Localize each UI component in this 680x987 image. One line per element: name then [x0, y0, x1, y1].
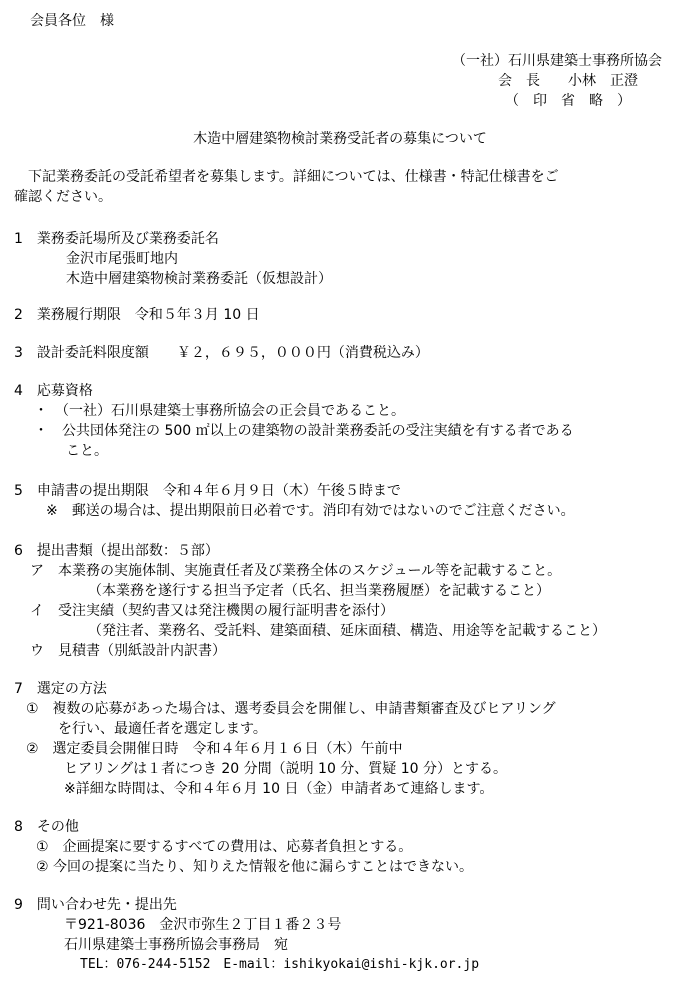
section-8-heading: 8 その他 — [14, 819, 79, 835]
intro-line-2: 確認ください。 — [14, 189, 112, 205]
section-7-item-1-cont: を行い、最適任者を選定します。 — [58, 721, 267, 737]
section-4-bullet-2-cont: こと。 — [66, 443, 108, 459]
contact-office: 石川県建築士事務所協会事務局 宛 — [64, 937, 288, 953]
section-6-heading: 6 提出書類（提出部数：５部） — [14, 543, 219, 559]
president-name: 会 長 小林 正澄 — [498, 73, 638, 89]
section-4-heading: 4 応募資格 — [14, 383, 93, 399]
section-2-deadline: 2 業務履行期限 令和５年３月 10 日 — [14, 307, 260, 323]
section-6-item-i-note: （発注者、業務名、受託料、建築面積、延床面積、構造、用途等を記載すること） — [88, 623, 606, 639]
section-6-item-a-note: （本業務を遂行する担当予定者（氏名、担当業務履歴）を記載すること） — [88, 583, 550, 599]
section-1-location: 金沢市尾張町地内 — [66, 251, 178, 267]
addressee: 会員各位 様 — [30, 13, 114, 29]
section-4-bullet-1: ・ （一社）石川県建築士事務所協会の正会員であること。 — [34, 403, 405, 419]
contact-postal-address: 〒921-8036 金沢市弥生２丁目１番２３号 — [64, 917, 342, 933]
section-4-bullet-2: ・ 公共団体発注の 500 ㎡以上の建築物の設計業務委託の受注実績を有する者である — [34, 423, 574, 439]
document-title: 木造中層建築物検討業務受託者の募集について — [193, 131, 487, 147]
section-6-item-a: ア 本業務の実施体制、実施責任者及び業務全体のスケジュール等を記載すること。 — [30, 563, 562, 579]
section-9-heading: 9 問い合わせ先・提出先 — [14, 897, 177, 913]
organization-name: （一社）石川県建築士事務所協会 — [452, 53, 662, 69]
section-3-fee-limit: 3 設計委託料限度額 ￥２，６９５，０００円（消費税込み） — [14, 345, 429, 361]
section-5-note: ※ 郵送の場合は、提出期限前日必着です。消印有効ではないのでご注意ください。 — [46, 503, 575, 519]
contact-tel-email: TEL：076-244-5152 E-mail：ishikyokai@ishi-kjk.or.jp — [80, 957, 480, 972]
section-7-item-2: ② 選定委員会開催日時 令和４年６月１６日（木）午前中 — [26, 741, 403, 757]
section-7-item-1: ① 複数の応募があった場合は、選考委員会を開催し、申請書類審査及びヒアリング — [26, 701, 556, 717]
section-6-item-u: ウ 見積書（別紙設計内訳書） — [30, 643, 226, 659]
section-5-heading: 5 申請書の提出期限 令和４年６月９日（木）午後５時まで — [14, 483, 401, 499]
seal-omitted: （ 印 省 略 ） — [505, 93, 631, 109]
intro-line-1: 下記業務委託の受託希望者を募集します。詳細については、仕様書・特記仕様書をご — [14, 169, 559, 185]
section-8-item-2: ② 今回の提案に当たり、知りえた情報を他に漏らすことはできない。 — [36, 859, 473, 875]
section-1-heading: 1 業務委託場所及び業務委託名 — [14, 231, 219, 247]
section-7-hearing: ヒアリングは１者につき 20 分間（説明 10 分、質疑 10 分）とする。 — [64, 761, 508, 777]
section-7-time-note: ※詳細な時間は、令和４年６月 10 日（金）申請者あて連絡します。 — [64, 781, 494, 797]
section-6-item-i: イ 受注実績（契約書又は発注機関の履行証明書を添付） — [30, 603, 394, 619]
section-8-item-1: ① 企画提案に要するすべての費用は、応募者負担とする。 — [36, 839, 413, 855]
section-7-heading: 7 選定の方法 — [14, 681, 107, 697]
section-1-name: 木造中層建築物検討業務委託（仮想設計） — [66, 271, 332, 287]
